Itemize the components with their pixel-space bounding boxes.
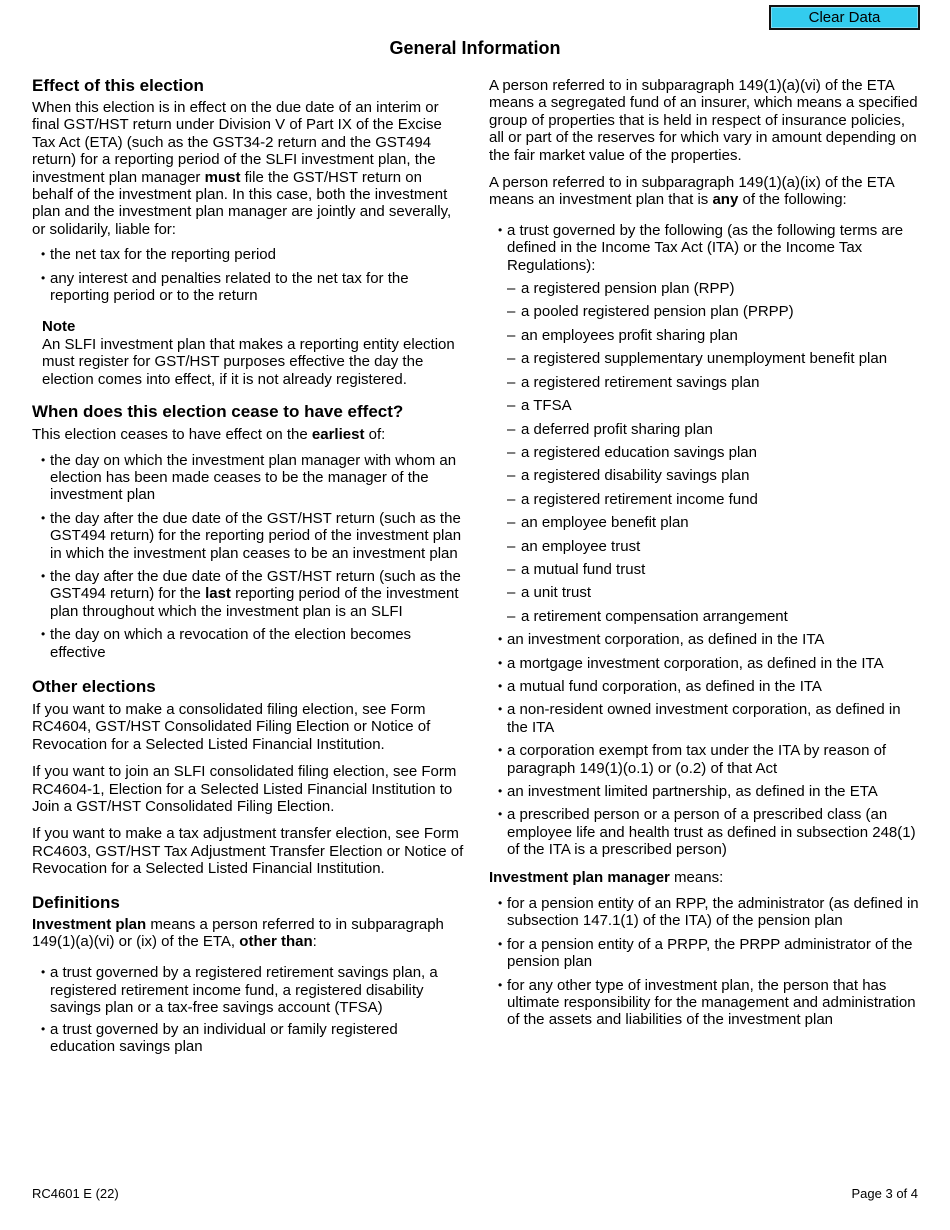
list-item: – a registered supplementary unemployment benefit plan [489, 350, 921, 367]
list-item: – a registered education savings plan [489, 444, 921, 461]
list-item: – an employee trust [489, 538, 921, 555]
cease-paragraph: This election ceases to have effect on the earliest of: [32, 426, 386, 444]
left-column [32, 74, 464, 1055]
segregated-fund-paragraph: A person referred to in subparagraph 149(1)(a)(vi) of the ETA means a segregated fund of an insurer, which means a specified group of properties that is held in respect of insurance policies, all or part of the reserves for which vary in amount depending on the fair market value of the properties. [489, 77, 918, 164]
list-item: – an employee benefit plan [489, 514, 921, 531]
list-item: – a registered retirement income fund [489, 491, 921, 508]
list-item: • an investment limited partnership, as defined in the ETA [489, 783, 921, 800]
list-item: – a deferred profit sharing plan [489, 421, 921, 438]
right-column [489, 77, 921, 1029]
heading-other-elections: Other elections [32, 676, 156, 696]
list-item: • the net tax for the reporting period [32, 246, 464, 263]
list-item: • an investment corporation, as defined in the ITA [489, 631, 921, 648]
list-item: – a pooled registered pension plan (PRPP) [489, 303, 921, 320]
list-item: • for a pension entity of an RPP, the administrator (as defined in subsection 147.1(1) of the ITA) of the pension plan [489, 895, 921, 930]
other-paragraph-3: If you want to make a tax adjustment transfer election, see Form RC4603, GST/HST Tax Adjustment Transfer Election or Notice of Revocation for a Selected Listed Financial Institution. [32, 825, 464, 878]
page-title: General Information [389, 38, 561, 58]
trust-list [489, 222, 921, 274]
list-item: • a mutual fund corporation, as defined in the ITA [489, 678, 921, 695]
heading-definitions: Definitions [32, 892, 120, 912]
list-item: • a trust governed by an individual or family registered education savings plan [32, 1021, 464, 1056]
list-item: • the day after the due date of the GST/HST return (such as the GST494 return) for the reporting period of the investment plan in which the investment plan ceases to be an investment plan [32, 510, 464, 562]
definitions-list [32, 964, 464, 1055]
note-text: An SLFI investment plan that makes a reporting entity election must register for GST/HST purposes effective the day the election comes into effect, if it is not already registered. [42, 335, 455, 388]
liability-list [32, 246, 464, 304]
other-paragraph-1: If you want to make a consolidated filing election, see Form RC4604, GST/HST Consolidated Filing Election or Notice of Revocation for a Selected Listed Financial Institution. [32, 700, 431, 753]
list-item: • a prescribed person or a person of a prescribed class (an employee life and health trust as defined in subsection 248(1) of the ITA is a prescribed person) [489, 806, 921, 858]
list-item: • a trust governed by a registered retirement savings plan, a registered retirement income fund, a registered disability savings plan or a tax-free savings account (TFSA) [32, 964, 464, 1016]
other-paragraph-2: If you want to join an SLFI consolidated filing election, see Form RC4604-1, Election for a Selected Listed Financial Institution to Join a GST/HST Consolidated Filing Election. [32, 763, 457, 815]
list-item: – a mutual fund trust [489, 561, 921, 578]
entity-list [489, 631, 921, 858]
manager-paragraph: Investment plan manager means: [489, 868, 724, 886]
list-item: • the day on which the investment plan manager with whom an election has been made ceases to be the manager of the investment plan [32, 452, 464, 504]
list-item: – an employees profit sharing plan [489, 327, 921, 344]
definitions-paragraph: Investment plan means a person referred to in subparagraph 149(1)(a)(vi) or (ix) of the ETA, other than: [32, 915, 444, 951]
list-item: – a TFSA [489, 397, 921, 414]
heading-cease: When does this election cease to have effect? [32, 402, 404, 422]
list-item: • a trust governed by the following (as the following terms are defined in the Income Tax Act (ITA) or the Income Tax Regulations): [489, 222, 921, 274]
investment-plan-paragraph: A person referred to in subparagraph 149(1)(a)(ix) of the ETA means an investment plan that is any of the following: [489, 174, 894, 209]
list-item: • for any other type of investment plan, the person that has ultimate responsibility for the management and administration of the assets and liabilities of the investment plan [489, 977, 921, 1029]
list-item: – a retirement compensation arrangement [489, 608, 921, 625]
list-item: • a mortgage investment corporation, as defined in the ITA [489, 655, 921, 672]
list-item: • the day after the due date of the GST/HST return (such as the GST494 return) for the last reporting period of the investment plan throughout which the investment plan is an SLFI [32, 568, 464, 620]
cease-list [32, 452, 464, 661]
note-box [42, 318, 464, 388]
list-item: • any interest and penalties related to the net tax for the reporting period or to the return [32, 270, 464, 305]
list-item: • a non-resident owned investment corporation, as defined in the ITA [489, 701, 921, 736]
clear-data-button[interactable]: Clear Data [769, 5, 920, 30]
list-item: – a unit trust [489, 584, 921, 601]
list-item: • for a pension entity of a PRPP, the PRPP administrator of the pension plan [489, 936, 921, 971]
list-item: – a registered pension plan (RPP) [489, 280, 921, 297]
list-item: – a registered retirement savings plan [489, 374, 921, 391]
effect-paragraph: When this election is in effect on the due date of an interim or final GST/HST return under Division V of Part IX of the Excise Tax Act (ETA) (such as the GST34-2 return and the GST494 return) for a reporting period of the SLFI investment plan, the investment plan manager must file the GST/HST return on behalf of the investment plan. In this case, both the investment plan and the investment plan manager are jointly and severally, or solidarily, liable for: [32, 99, 452, 238]
trust-plan-list [489, 280, 921, 625]
manager-list [489, 895, 921, 1029]
page-number: Page 3 of 4 [851, 1186, 918, 1201]
form-number: RC4601 E (22) [32, 1186, 119, 1201]
list-item: • the day on which a revocation of the election becomes effective [32, 626, 464, 661]
list-item: – a registered disability savings plan [489, 467, 921, 484]
heading-effect: Effect of this election [32, 76, 204, 95]
note-title: Note [42, 318, 76, 336]
list-item: • a corporation exempt from tax under the ITA by reason of paragraph 149(1)(o.1) or (o.2) of that Act [489, 742, 921, 777]
